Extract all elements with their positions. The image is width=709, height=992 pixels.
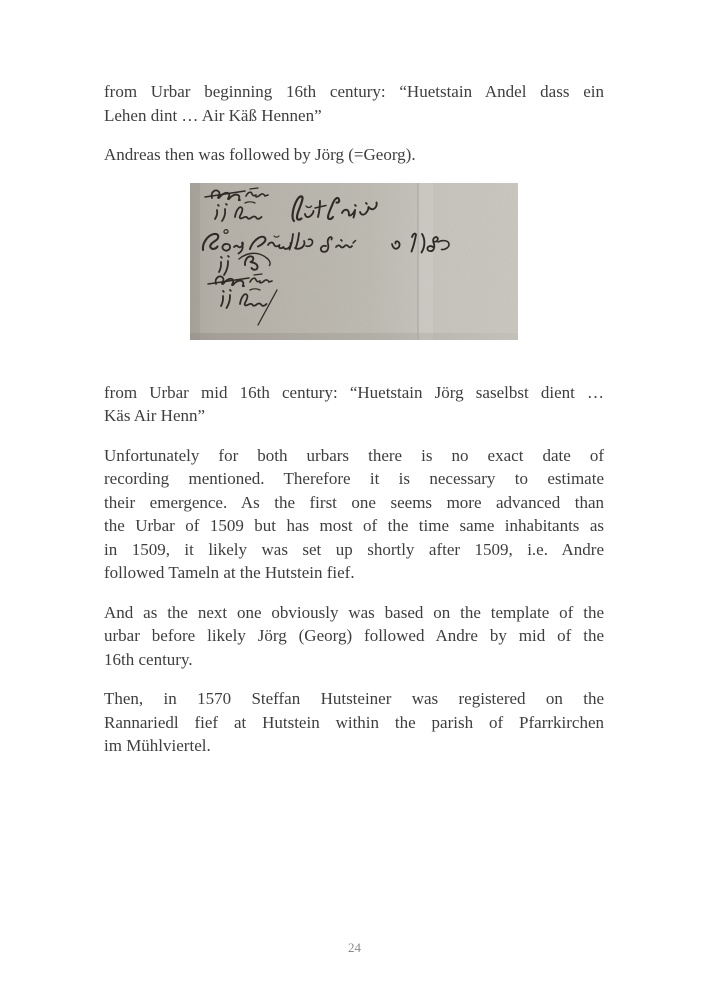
text-line: And as the next one obviously was based on the template of the bbox=[104, 602, 604, 622]
text-line: followed Tameln at the Hutstein fief. bbox=[104, 563, 355, 582]
text-line: Rannariedl fief at Hutstein within the parish of Pfarrkirchen bbox=[104, 712, 604, 732]
text-line: im Mühlviertel. bbox=[104, 736, 211, 755]
paragraph-urbar-early-quote bbox=[104, 80, 604, 127]
text-line: Käs Air Henn” bbox=[104, 406, 206, 425]
text-line: 16th century. bbox=[104, 649, 193, 669]
page-number: 24 bbox=[348, 940, 361, 955]
paragraph-dating-discussion bbox=[104, 444, 604, 585]
text-line: recording mentioned. Therefore it is necessary to estimate bbox=[104, 469, 604, 488]
text-line: in 1509, it likely was set up shortly after 1509, i.e. Andre bbox=[104, 539, 604, 559]
page-footer bbox=[0, 940, 709, 956]
paragraph-joerg-follows-andre bbox=[104, 601, 604, 672]
text-line: from Urbar beginning 16th century: “Huetstain Andel dass ein bbox=[104, 82, 604, 101]
text-line: from Urbar mid 16th century: “Huetstain Jörg saselbst dient … bbox=[104, 382, 604, 402]
text-block-bottom bbox=[104, 381, 604, 758]
text-line: Then, in 1570 Steffan Hutsteiner was registered on the bbox=[104, 689, 604, 708]
text-line: their emergence. As the first one seems more advanced than bbox=[104, 492, 604, 512]
text-block-top bbox=[104, 80, 604, 167]
manuscript-scan-image bbox=[190, 183, 518, 340]
text-line: urbar before likely Jörg (Georg) followed Andre by mid of the bbox=[104, 626, 604, 645]
text-line: the Urbar of 1509 but has most of the time same inhabitants as bbox=[104, 516, 604, 535]
text-line: Andreas then was followed by Jörg (=Georg). bbox=[104, 145, 416, 164]
manuscript-handwriting-svg bbox=[190, 183, 518, 340]
paragraph-andreas-joerg bbox=[104, 143, 604, 167]
text-line: Unfortunately for both urbars there is no exact date of bbox=[104, 445, 604, 465]
text-line: Lehen dint … Air Käß Hennen” bbox=[104, 105, 322, 125]
paragraph-urbar-mid-quote bbox=[104, 381, 604, 428]
paragraph-steffan-1570 bbox=[104, 687, 604, 758]
